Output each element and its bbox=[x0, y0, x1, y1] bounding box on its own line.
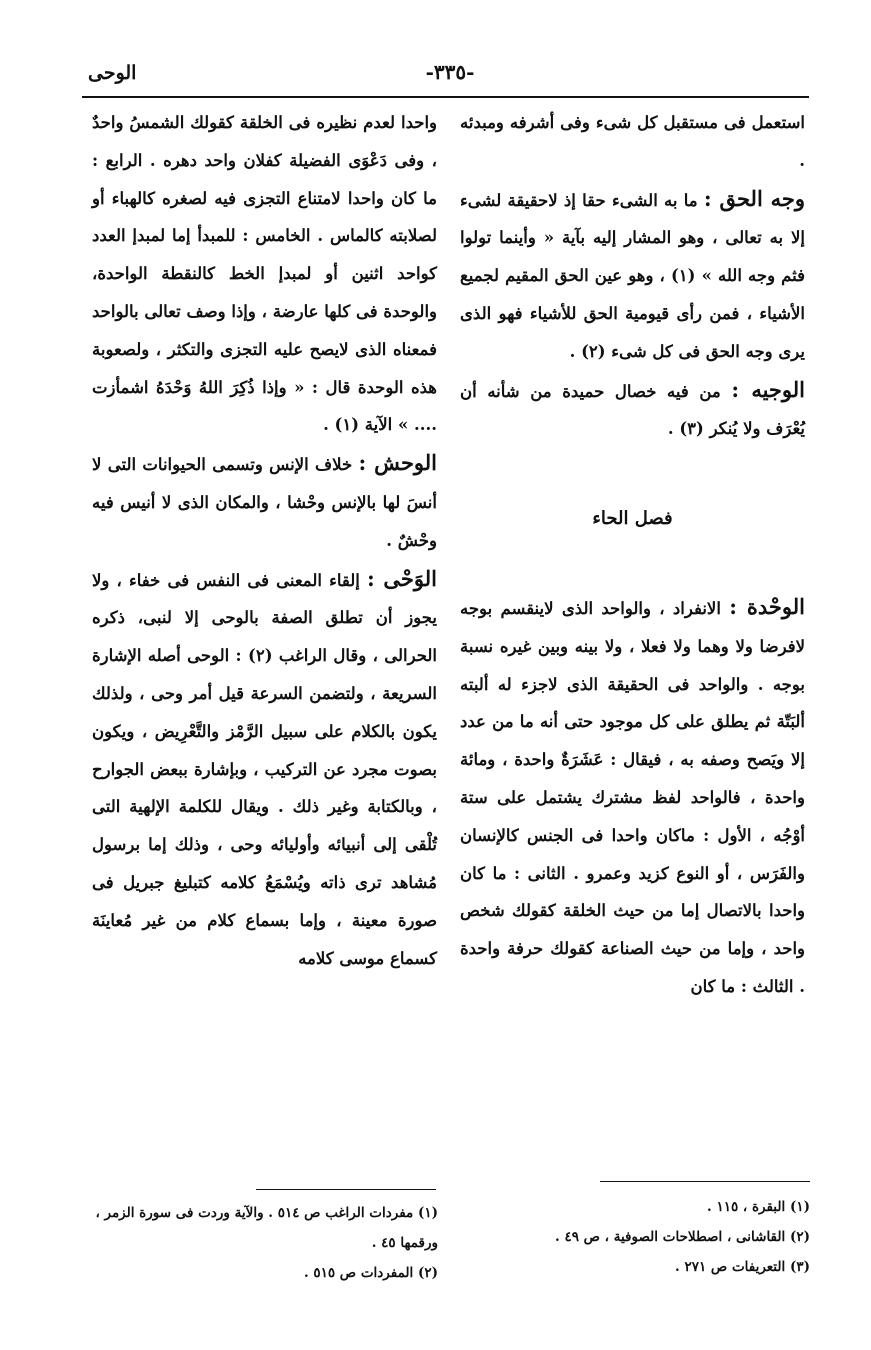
footnote: (٢) المفردات ص ٥١٥ . bbox=[303, 1265, 438, 1281]
entry-term: الوحش : bbox=[358, 450, 438, 476]
entry-wajh-al-haqq bbox=[460, 180, 805, 371]
entry-body: من فيه خصال حميدة من شأنه أن يُعْرَف ولا يُنكر (٣) . bbox=[460, 381, 805, 439]
intro-paragraph: استعمل فى مستقبل كل شىء وفى أشرفه ومبدئه . bbox=[460, 113, 805, 170]
entry-term: وجه الحق : bbox=[703, 185, 805, 211]
entry-al-wajih bbox=[460, 371, 805, 449]
footnotes-right bbox=[460, 1192, 810, 1282]
running-head-title: الوحى bbox=[88, 62, 137, 84]
header-rule bbox=[82, 96, 809, 98]
entry-body: خلاف الإنس وتسمى الحيوانات التى لا أنسَ لها بالإنس وحْشا ، والمكان الذى لا أنيس فيه وحْشٌ . bbox=[92, 455, 437, 550]
page-number: -٣٣٥- bbox=[425, 60, 475, 84]
entry-body: ما به الشىء حقا إذ لاحقيقة لشىء إلا به تعالى ، وهو المشار إليه بآية « وأينما تولوا فثم وجه الله » (١) ، وهو عين الحق المقيم لجميع الأشياء ، فمن رأى قيومية الحق للأشياء فهو الذى يرى وجه الحق فى كل شىء (٢) . bbox=[460, 190, 805, 361]
entry-al-wahsh bbox=[92, 444, 437, 559]
entry-al-wahy bbox=[92, 560, 437, 978]
entry-term: الوجيه : bbox=[731, 376, 805, 402]
entry-term: الوَحْى : bbox=[366, 565, 437, 591]
footnotes-left bbox=[90, 1198, 438, 1288]
footnote: (٣) التعريفات ص ٢٧١ . bbox=[675, 1259, 810, 1275]
continuation-paragraph: واحدا لعدم نظيره فى الخلقة كقولك الشمسُ واحدٌ ، وفى دَعْوَى الفضيلة كفلان واحد دهره . الرابع : ما كان واحدا لامتناع التجزى فيه لصغره كالهباء أو لصلابته كالماس . الخامس : للمبدأ إما لمبدإ العدد كواحد اثنين أو لمبدإ الخط كالنقطة الواحدة، والوحدة فى كلها عارضة ، وإذا وصف تعالى بالواحد فمعناه الذى لايصح عليه التجزى والتكثر ، ولصعوبة هذه الوحدة قال : « وإذا ذُكِرَ اللهُ وَحْدَهُ اشمأزت .... » الآية (١) . bbox=[92, 113, 437, 435]
entry-term: الوحْدة : bbox=[729, 593, 805, 619]
footnote: (٢) القاشانى ، اصطلاحات الصوفية ، ص ٤٩ . bbox=[555, 1229, 810, 1245]
entry-body: إلقاء المعنى فى النفس فى خفاء ، ولا يجوز أن تطلق الصفة بالوحى إلا لنبى، ذكره الحرالى ، وقال الراغب (٢) : الوحى أصله الإشارة السريعة ، ولتضمن السرعة قيل أمر وحى ، ولذلك يكون بالكلام على سبيل الرَّمْز والتَّعْرِيض ، ويكون بصوت مجرد عن التركيب ، وبإشارة ببعض الجوارح ، وبالكتابة وغير ذلك . ويقال للكلمة الإلهية التى تُلْقى إلى أنبيائه وأوليائه وحى ، وذلك إما برسول مُشاهد ترى ذاته ويُسْمَعُ كلامه كتبليغ جبريل فى صورة معينة ، وإما بسماع كلام من غير مُعاينَة كسماع موسى كلامه bbox=[92, 570, 438, 968]
entry-body: الانفراد ، والواحد الذى لاينقسم بوجه لافرضا ولا وهما ولا فعلا ، ولا بينه وبين غيره نسبة بوجه . والواحد فى الحقيقة الذى لاجزء له ألبته ألبَتّة ثم يطلق على كل موجود حتى أنه ما من عدد إلا ويَصح وصفه به ، فيقال : عَشَرَةٌ واحدة ، ومائة واحدة ، فالواحد لفظ مشترك يشتمل على ستة أوْجُه ، الأول : ماكان واحدا فى الجنس كالإنسان والفَرَس ، أو النوع كزيد وعمرو . الثانى : ما كان واحدا بالاتصال إما من حيث الخلقة كقولك شخص واحد ، وإما من حيث الصناعة كقولك حرفة واحدة . الثالث : ما كان bbox=[460, 598, 805, 996]
section-title: فصل الحاء bbox=[592, 508, 673, 530]
footnote: (١) البقرة ، ١١٥ . bbox=[707, 1199, 810, 1215]
footnote: (١) مفردات الراغب ص ٥١٤ . والآية وردت فى سورة الزمر ، ورقمها ٤٥ . bbox=[95, 1205, 438, 1251]
entry-al-wahda bbox=[460, 588, 805, 1006]
footnote-rule-right bbox=[600, 1181, 810, 1182]
right-column bbox=[460, 104, 805, 1006]
left-column bbox=[92, 104, 437, 977]
footnote-rule-left bbox=[256, 1189, 436, 1190]
